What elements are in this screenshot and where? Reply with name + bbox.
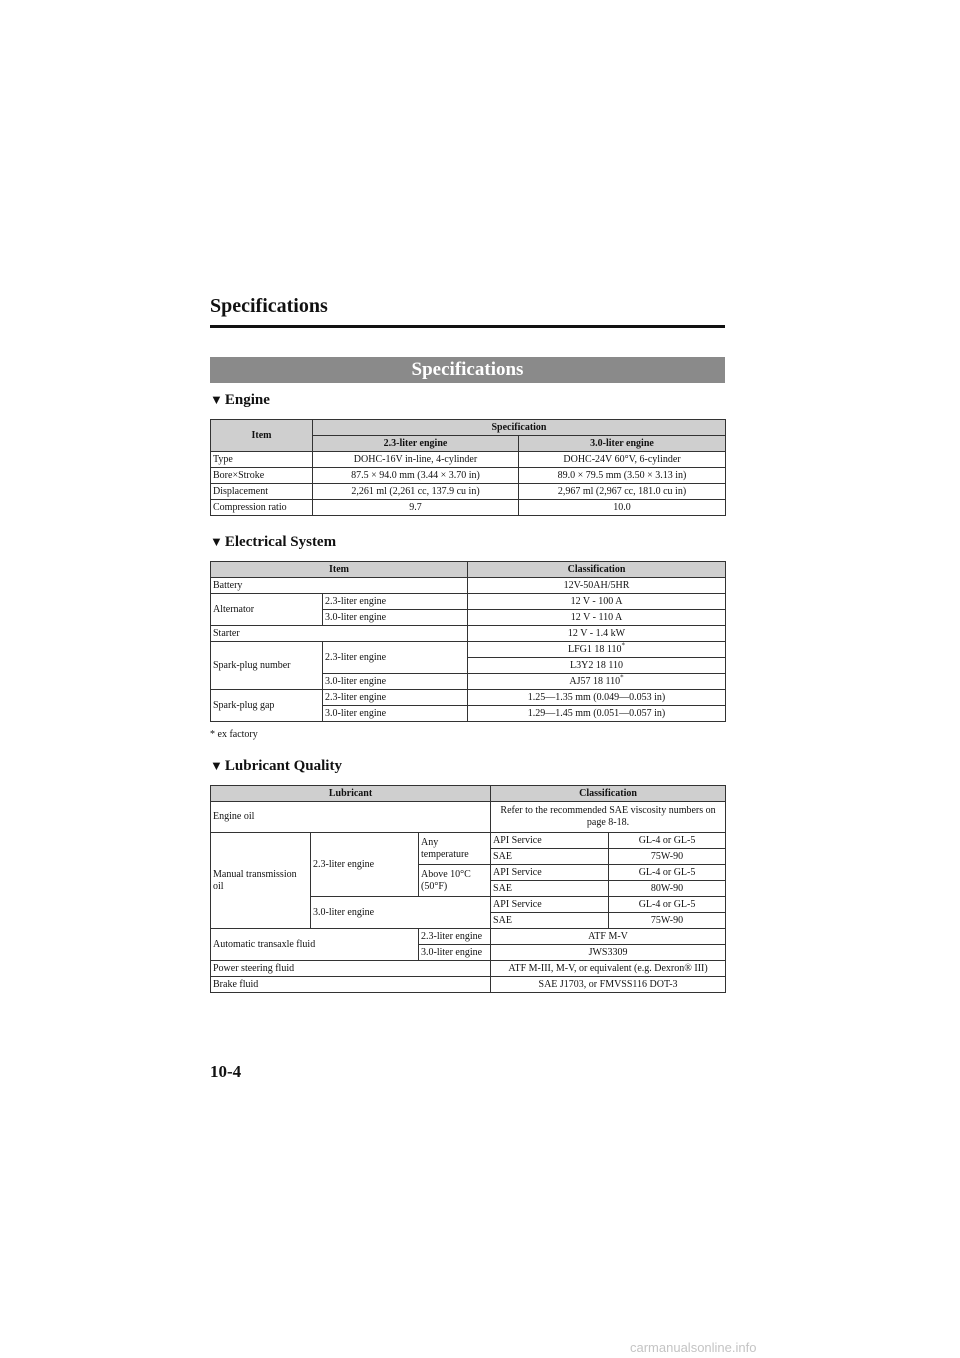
row-label: Bore×Stroke [211, 468, 313, 484]
table-cell: SAE [491, 913, 609, 929]
table-cell: Above 10°C (50°F) [419, 865, 491, 897]
table-row [211, 626, 726, 642]
table-row [211, 500, 726, 516]
electrical-heading: ▼ Electrical System [210, 534, 337, 550]
row-label: Manual transmission oil [211, 833, 311, 929]
column-header-3-0-engine: 3.0-liter engine [519, 436, 726, 452]
table-cell: 2.3-liter engine [419, 929, 491, 945]
table-header-row [211, 562, 726, 578]
table-row [211, 929, 726, 945]
table-cell: 2.3-liter engine [323, 594, 468, 610]
table-row [211, 468, 726, 484]
triangle-down-icon: ▼ [210, 758, 223, 773]
table-cell: 80W-90 [609, 881, 726, 897]
table-cell: SAE J1703, or FMVSS116 DOT-3 [491, 977, 726, 993]
table-cell: GL-4 or GL-5 [609, 833, 726, 849]
table-cell [468, 674, 726, 690]
column-header-2-3-engine: 2.3-liter engine [313, 436, 519, 452]
table-cell: 75W-90 [609, 849, 726, 865]
table-row [211, 484, 726, 500]
electrical-table [210, 561, 726, 722]
cell-value: AJ57 18 110 [569, 675, 621, 687]
table-cell: 75W-90 [609, 913, 726, 929]
table-cell: API Service [491, 865, 609, 881]
table-cell: 3.0-liter engine [311, 897, 491, 929]
row-label: Engine oil [211, 802, 491, 833]
cell-value: LFG1 18 110 [567, 643, 622, 655]
table-cell: API Service [491, 833, 609, 849]
table-cell: 3.0-liter engine [323, 610, 468, 626]
table-cell: Refer to the recommended SAE viscosity numbers on page 8-18. [491, 802, 726, 833]
table-cell: 3.0-liter engine [419, 945, 491, 961]
table-cell: L3Y2 18 110 [468, 658, 726, 674]
table-cell: 89.0 × 79.5 mm (3.50 × 3.13 in) [519, 468, 726, 484]
lubricant-table [210, 785, 726, 993]
table-cell: Any temperature [419, 833, 491, 865]
table-cell: 2.3-liter engine [323, 642, 468, 674]
table-row [211, 833, 726, 849]
column-header-classification: Classification [468, 562, 726, 578]
row-label: Alternator [211, 594, 323, 626]
table-row [211, 594, 726, 610]
row-label: Type [211, 452, 313, 468]
table-cell: 12 V - 1.4 kW [468, 626, 726, 642]
watermark: carmanualsonline.info [630, 1340, 757, 1355]
table-cell: 12 V - 100 A [468, 594, 726, 610]
table-cell: 2.3-liter engine [323, 690, 468, 706]
triangle-down-icon: ▼ [210, 534, 223, 549]
table-cell: ATF M-III, M-V, or equivalent (e.g. Dexron® III) [491, 961, 726, 977]
column-header-specification: Specification [313, 420, 726, 436]
row-label: Brake fluid [211, 977, 491, 993]
table-row [211, 452, 726, 468]
page-number: 10-4 [210, 1062, 242, 1081]
row-label: Displacement [211, 484, 313, 500]
row-label: Automatic transaxle fluid [211, 929, 419, 961]
table-cell: GL-4 or GL-5 [609, 897, 726, 913]
footnote: * ex factory [210, 729, 258, 740]
row-label: Battery [211, 578, 468, 594]
table-cell: ATF M-V [491, 929, 726, 945]
triangle-down-icon: ▼ [210, 392, 223, 407]
table-cell: JWS3309 [491, 945, 726, 961]
row-label: Starter [211, 626, 468, 642]
table-row [211, 802, 726, 833]
table-header-row [211, 420, 726, 436]
table-cell: 9.7 [313, 500, 519, 516]
column-header-classification: Classification [491, 786, 726, 802]
table-cell: API Service [491, 897, 609, 913]
table-header-row [211, 786, 726, 802]
row-label: Spark-plug number [211, 642, 323, 690]
table-cell: 87.5 × 94.0 mm (3.44 × 3.70 in) [313, 468, 519, 484]
lubricant-heading: ▼ Lubricant Quality [210, 758, 342, 774]
column-header-lubricant: Lubricant [211, 786, 491, 802]
table-row [211, 961, 726, 977]
table-cell: 2,967 ml (2,967 cc, 181.0 cu in) [519, 484, 726, 500]
engine-heading: ▼ Engine [210, 392, 270, 408]
table-cell: DOHC-16V in-line, 4-cylinder [313, 452, 519, 468]
table-cell: 10.0 [519, 500, 726, 516]
table-row [211, 578, 726, 594]
table-cell: 12V-50AH/5HR [468, 578, 726, 594]
column-header-item: Item [211, 420, 313, 452]
heading-divider [210, 325, 725, 328]
table-cell: 3.0-liter engine [323, 674, 468, 690]
table-row [211, 977, 726, 993]
row-label: Compression ratio [211, 500, 313, 516]
section-title: Specifications [210, 295, 328, 317]
footnote-mark: * [621, 641, 626, 650]
table-cell: 1.29—1.45 mm (0.051—0.057 in) [468, 706, 726, 722]
footnote-mark: * [620, 673, 624, 682]
row-label: Power steering fluid [211, 961, 491, 977]
table-cell: 2.3-liter engine [311, 833, 419, 897]
table-cell [468, 642, 726, 658]
table-cell: 2,261 ml (2,261 cc, 137.9 cu in) [313, 484, 519, 500]
table-cell: DOHC-24V 60°V, 6-cylinder [519, 452, 726, 468]
row-label: Spark-plug gap [211, 690, 323, 722]
chapter-banner: Specifications [210, 357, 725, 383]
column-header-item: Item [211, 562, 468, 578]
table-row [211, 642, 726, 658]
table-row [211, 690, 726, 706]
table-cell: 1.25—1.35 mm (0.049—0.053 in) [468, 690, 726, 706]
table-cell: 3.0-liter engine [323, 706, 468, 722]
engine-table [210, 419, 726, 516]
table-cell: 12 V - 110 A [468, 610, 726, 626]
table-cell: GL-4 or GL-5 [609, 865, 726, 881]
table-cell: SAE [491, 849, 609, 865]
table-cell: SAE [491, 881, 609, 897]
